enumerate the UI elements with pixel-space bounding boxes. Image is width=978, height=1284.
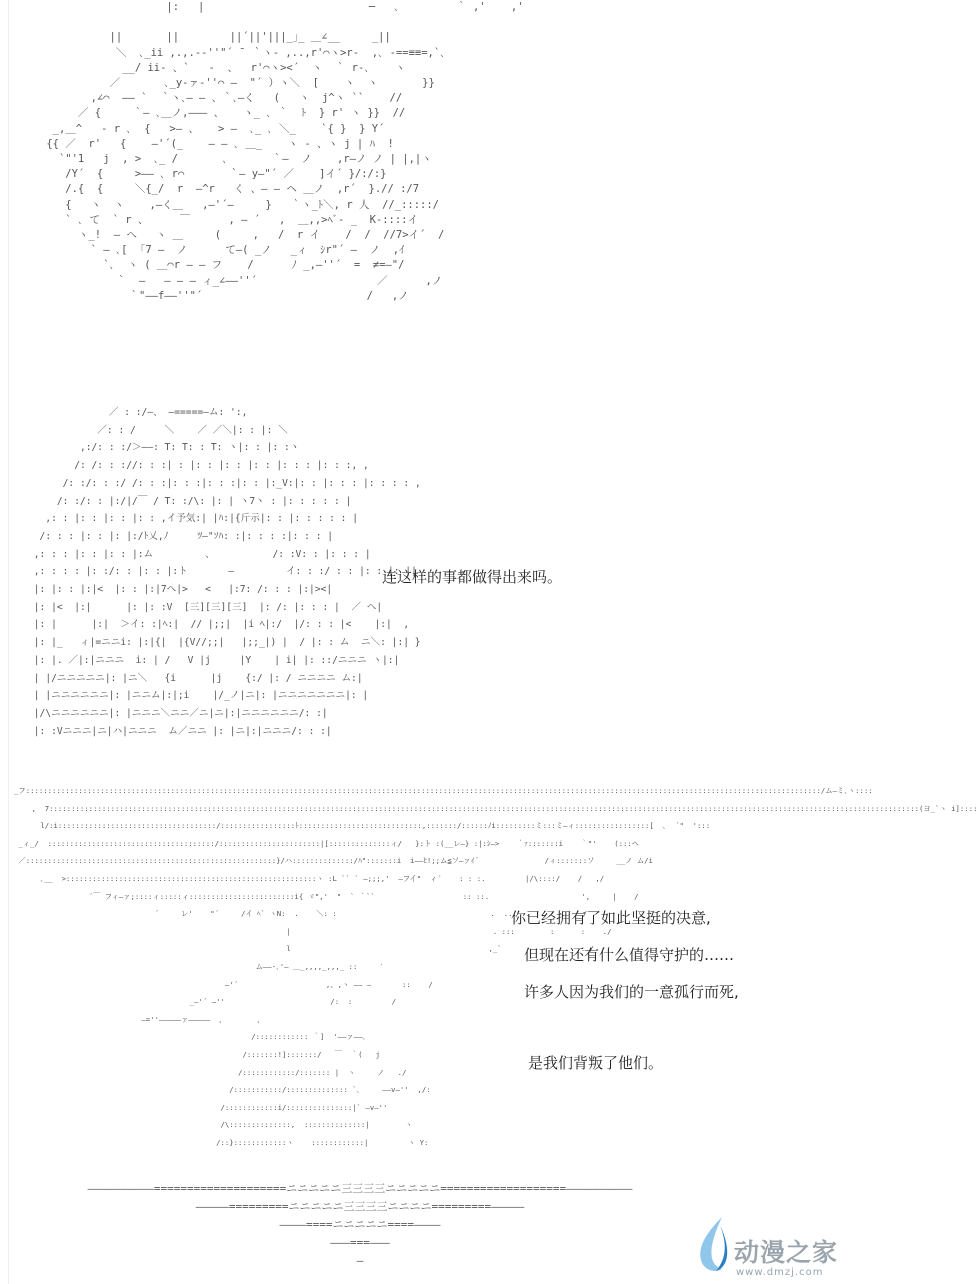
dialogue-line-3: 但现在还有什么值得守护的…… — [524, 946, 735, 964]
watermark-brand: 动漫之家 — [734, 1238, 839, 1267]
separator-line: ‒‒‒‒‒‒‒‒‒‒====================ニニニニニ三三三三ニニニニニ===================‒‒‒‒‒‒‒‒‒‒ — [87, 1182, 633, 1195]
separator-line: ‒‒‒===‒‒‒ — [330, 1236, 390, 1249]
section-separator — [0, 1180, 720, 1270]
separator-line: ‒‒‒‒====ニニニニニ====‒‒‒‒ — [279, 1218, 441, 1231]
dialogue-line-2: 你已经拥有了如此坚挺的决意, — [511, 909, 711, 927]
separator-line: ‒‒‒‒‒=========ニニニニニ三三三三ニニニニ=========‒‒‒‒‒ — [195, 1200, 525, 1213]
page-left-edge — [8, 0, 9, 1284]
dialogue-line-5: 是我们背叛了他们。 — [528, 1054, 664, 1072]
site-watermark — [692, 1215, 852, 1281]
ascii-art-panel-2: ／ : :/‒、 ‒=====‒ム: ':, ／: : / ＼ ／ ／＼|: : |: ＼ ,:/: : :/＞‒‒: T: T: : T: ヽ|: : |: :ヽ /: /: : ://: : :| : |: : |: : |: : |: : : |: : :, , /: :/: : :/ /: : :|: : :|: : :|: : |:_V:|: : |: : : |: : : : , /: :/: : |:/|/￣ / T: :/\: |: | ヽ7ヽ : |: : : : : | ,: : |: : |: : |: : ,イ予気:| |ﾊ:|{斤示|: : |: : : : : | /: : : |: : |: |:/ﾄ乂,ﾉ ﾂ‒"ｿﾊ: :|: : : :|: : : | ,: : : |: : |: : |:ム 、 /: :V: : |: : : | ,: : : : |: :/: : |: : |:ト ‒ イ: : :/ : : |: : |: || |: |: : |:|< |: : |:|7へ|> < |:7: /: : : |:|><| |: |< |:| |: |: :V [三][三][三] |: /: |: : : | ／ ヘ| |: | |:| ＞イ: :|ﾍ:| // |;;| |i ﾍ|:/ |/: : : |< |:| , |: |_ ィ|=ニニi: |:|{| |{V//;;| |;;_|) | / |: : ム ニ＼: |:| } |: |. ／|:|ニニニ i: | / V |j |Y | i| |: ::/ニニニ ヽ|:| | |/ニニニニニ|: |ニ＼ {i |j {:/ |: / ニニニニ ム:| | |ニニニニニニ|: |ニニム|:|;i |/_ノ|ニ|: |ニニニニニニニ|: | |/\ニニニニニニ|: |ニニニ＼ニニ／ニ|ニ|:|ニニニニニニ/: :| |: :Vニニニ|ニ|ハ|ニニニ ム／ニニ |: |ニ|:|ニニニ/: : :| — [33, 407, 421, 737]
dmzj-logo-icon — [692, 1215, 730, 1275]
ascii-art-panel-1: |: | ─ ､ ｀ ,' ,' || || ||´||'|||_｣_ ＿∠__ _|| ＼ ､_ii ,.,.-‐''"´ ¯ ｀ヽ- ,..,r'⌒ヽ>r‐ ,､ -==≡≡=,`､ __/ ii‐ 、` - 、 r'⌒ヽ><´ ヽ ｀ r‐､ ヽ ／ ､_y‐ァ‐''⌒ ‒ "´ ）ヽ＼ [ ヽ ヽ }} ,∠⌒ ‒‒ ` ｀ヽ､‒ ‒ 、｀､‒く ( ヽ j^ヽ `` // ／ { ｀‒ ､＿ノ,‒‒‒ 、 ヽ_ ､ ｀ ﾄ } r' ヽ }} // _,＿^ ‐ r ､ { >‒ 、 > ‒ ､_ ､ ＼_ `{ } } Y´ {{ ／ r' { ‒'´(_ ‒ ‒ ､ ＿_ ヽ ‐ 、ヽ j | ﾊ ! `"'1 j , > ､_ / ､ ｀‒ ノ ,r‒ノ ノ | |,|ヽ /Y´ { >‒‒ ､ r⌒ ｀‒ y‒"´ ／ ]イ´ }/:/:} /.{ { ＼{_/ r ‒^r く 、‒ ‒ ヘ ＿ノ ,r´ }.// :/7 { ヽ ヽ ,‒く＿ ,‒'´‒ } ｀ヽ_ﾄ＼, r 人 //_:::::/ ` ､ て ` r 、 ￣ , ‒ ´ , ＿,,>ﾍﾞ- _ K-::::イ ヽ_! ‒ へ ヽ ＿ ( , / r イ / / //7>イ´ / ` ‒ ､[ ｢7 ‒ ノ て‒( _ノ _ィ ｼr"´ ‒ ノ ,ｲ `､ ヽ ( ＿⌒r ‒ ‒ フ / ﾉ _,‒''´ = ≠=‒"/ ｀ ‒ ‒ ‒ ‒ ィ_∠‒‒''´ ／ ,ノ ｀"‒‒f‒‒''"´ / ,ノ — [46, 1, 524, 302]
watermark-url: www.dmzj.com — [736, 1267, 824, 1278]
ascii-art-panel-3: _フ:::::::::::::::::::::::::::::::::::::::::::::::::::::::::::::::::::::::::::::::::::::::::::::::::::::::::::::::::::::::::::::::::::::::::::::::::::::::::::::::::::::::::::::::::::::/ム‒ミ､ヽ:::: , 7::::::::::::::::::::::::::::::::::::::::::::::::::::::::::::::::::::::::::::::::::::::::::::::::::::::::::::::::::::::::::::::::::::::::::::::::::::::::::::::::::::::::::::::::::::::::::::::::::::::(ヨ_`ヽ i]:::: l/:i::::::::::::::::::::::::::::::::::::/:::::::::::::::::ﾄ::::::::::::::::::::::::::::,:::::::/::::::ﾉi:::::::::ミ:::ミ‒ィ:::::::::::::::::[ ､ ´" '::: _ィ_/ ::::::::::::::::::::::::::::::::::::::/:::::::::::::::::::::::|[::::::::::::::ィ/ }:ト :(__レ‒} :|:ｼ‒> ｀ｧ:::::::i ｀"' (:::ヘ ／:::::::::::::::::::::::::::::::::::::::::::::::::::::::::}/ハ::::::::::::::/ﾊ":::::::i i‒‒ﾋ!;;ム≦ソ‒ァｲ´ /ィ:::::::ソ __ノ ム/i ､__ >:::::::::::::::::::::::::::::::::::::::::::::::::::::::::ヽ :L `` ` ‒;;;,' ‒フイ" ィ´ : : :. |/\::::/ / ,/ ´￣ フィ‒ァ;::::ィ:::::ィ::::::::::::::::::::::::i{ ゞ",' " ` ｀`` :: ::. ', | / ´ レ' "´ /イ ﾍ` ヽN: . ＼: : . ... . . . / | . ::: : : ./ l ,_` : : / ム‒‒-､'‒ ＿_,,,,_,,,_ :: ′ ‒'´ ,、,ヽ ‒‒ ‒ :: / _‒'´ ‒'' /: : / ‒=''‒‒‒‒‒ァ‒‒‒‒‒ 、 、 /:::::::::::: ｀] '‒‒ァ‒‒､ /:::::::!]:::::::/ ￣ ｀( j /::::::::::::/::::::: | ヽ ノ ./ /:::::::::::/:::::::::::::: `､ ‒‒v‒'' ,/: /::::::::::::i/:::::::::::::::|` ‒v‒'' /\::::::::::::::, ::::::::::::::| ヽ /::}::::::::::::ヽ ::::::::::::| ヽ Y: — [14, 786, 978, 1147]
dialogue-line-4: 许多人因为我们的一意孤行而死, — [524, 983, 739, 1001]
dialogue-line-1: 连这样的事都做得出来吗。 — [382, 568, 563, 586]
separator-line: ‒ — [356, 1254, 364, 1267]
